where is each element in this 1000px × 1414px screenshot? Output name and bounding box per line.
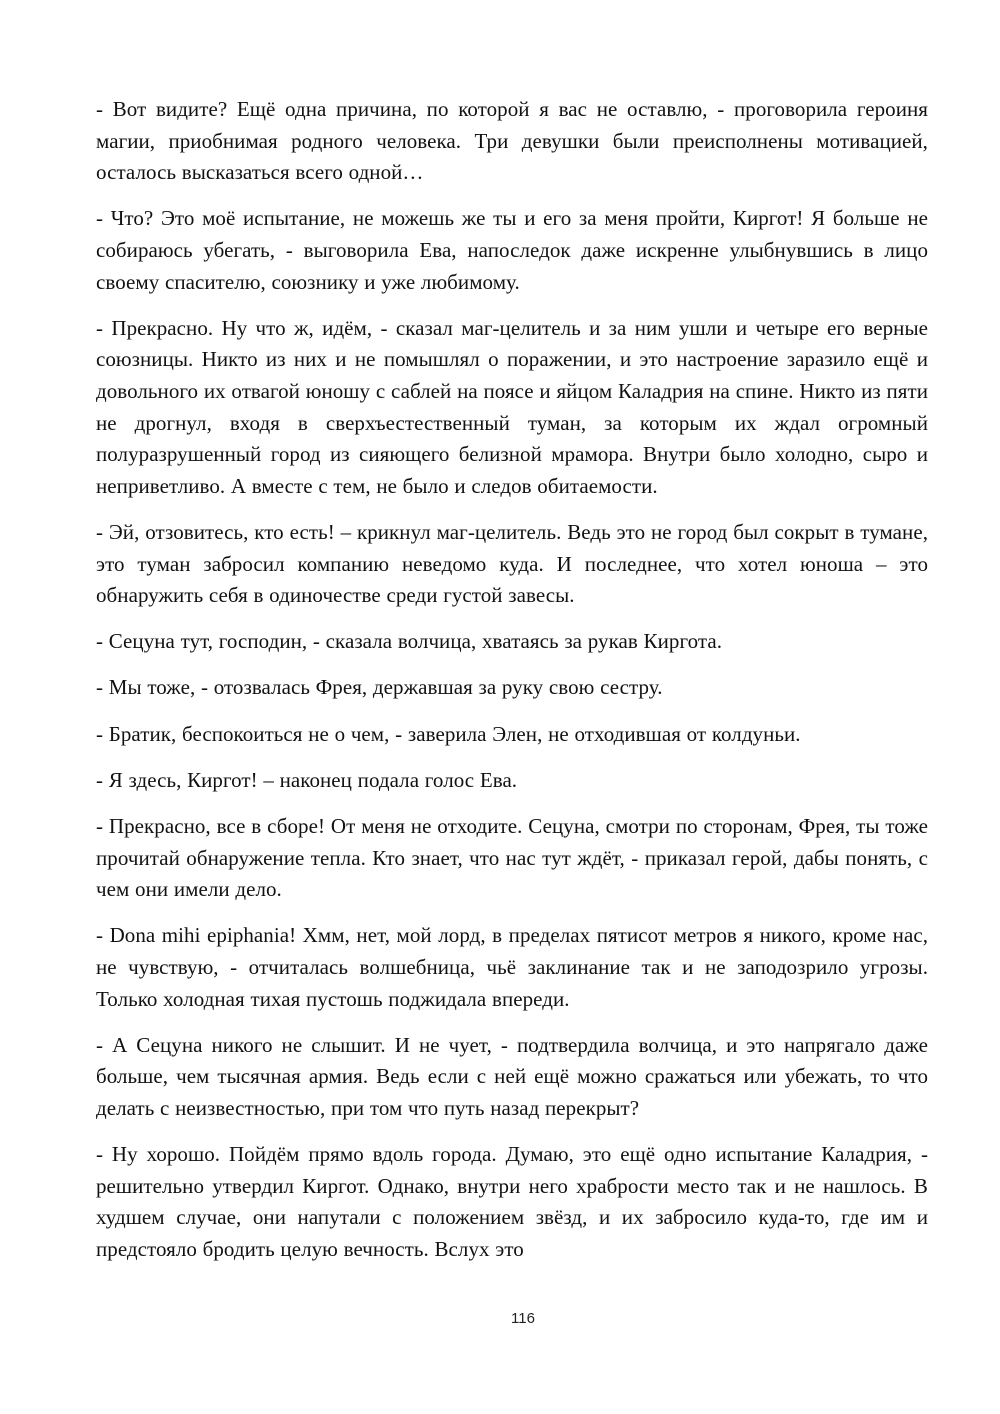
paragraph-7: - Братик, беспокоиться не о чем, - заверила Элен, не отходившая от колдуньи. bbox=[96, 721, 801, 746]
paragraph-2: - Что? Это моё испытание, не можешь же ты и его за меня пройти, Киргот! Я больше не собираюсь убегать, - выговорила Ева, напоследок даже искренне улыбнувшись в лицо своему спасителю, союзнику и уже любимому. bbox=[96, 206, 928, 294]
paragraph-8: - Я здесь, Киргот! – наконец подала голос Ева. bbox=[96, 767, 518, 792]
paragraph-5: - Сецуна тут, господин, - сказала волчица, хватаясь за рукав Киргота. bbox=[96, 629, 723, 654]
paragraph-12: - Ну хорошо. Пойдём прямо вдоль города. Думаю, это ещё одно испытание Каладрия, - решительно утвердил Киргот. Однако, внутри него храбрости место так и не нашлось. В худшем случае, они напутали с положением звёзд, и их забросило куда-то, где им и предстояло бродить целую вечность. Вслух это bbox=[96, 1142, 928, 1261]
paragraph-1: - Вот видите? Ещё одна причина, по которой я вас не оставлю, - проговорила героиня магии, приобнимая родного человека. Три девушки были преисполнены мотивацией, осталось высказаться всего одной… bbox=[96, 97, 928, 185]
paragraph-10: - Dona mihi epiphania! Хмм, нет, мой лорд, в пределах пятисот метров я никого, кроме нас, не чувствую, - отчиталась волшебница, чьё заклинание так и не заподозрило угрозы. Только холодная тихая пустошь поджидала впереди. bbox=[96, 923, 928, 1011]
paragraph-3: - Прекрасно. Ну что ж, идём, - сказал маг-целитель и за ним ушли и четыре его верные союзницы. Никто из них и не помышлял о поражении, и это настроение заразило ещё и довольного их отвагой юношу с саблей на поясе и яйцом Каладрия на спине. Никто из пяти не дрогнул, входя в сверхъестественный туман, за которым их ждал огромный полуразрушенный город из сияющего белизной мрамора. Внутри было холодно, сыро и неприветливо. А вместе с тем, не было и следов обитаемости. bbox=[96, 315, 928, 498]
paragraph-11: - А Сецуна никого не слышит. И не чует, - подтвердила волчица, и это напрягало даже больше, чем тысячная армия. Ведь если с ней ещё можно сражаться или убежать, то что делать с неизвестностью, при том что путь назад перекрыт? bbox=[96, 1032, 928, 1120]
paragraph-9: - Прекрасно, все в сборе! От меня не отходите. Сецуна, смотри по сторонам, Фрея, ты тоже прочитай обнаружение тепла. Кто знает, что нас тут ждёт, - приказал герой, дабы понять, с чем они имели дело. bbox=[96, 814, 928, 902]
page-number: 116 bbox=[511, 1310, 535, 1327]
page-body bbox=[96, 94, 928, 1280]
paragraph-6: - Мы тоже, - отозвалась Фрея, державшая за руку свою сестру. bbox=[96, 675, 663, 700]
paragraph-4: - Эй, отзовитесь, кто есть! – крикнул маг-целитель. Ведь это не город был сокрыт в тумане, это туман забросил компанию неведомо куда. И последнее, что хотел юноша – это обнаружить себя в одиночестве среди густой завесы. bbox=[96, 519, 928, 608]
